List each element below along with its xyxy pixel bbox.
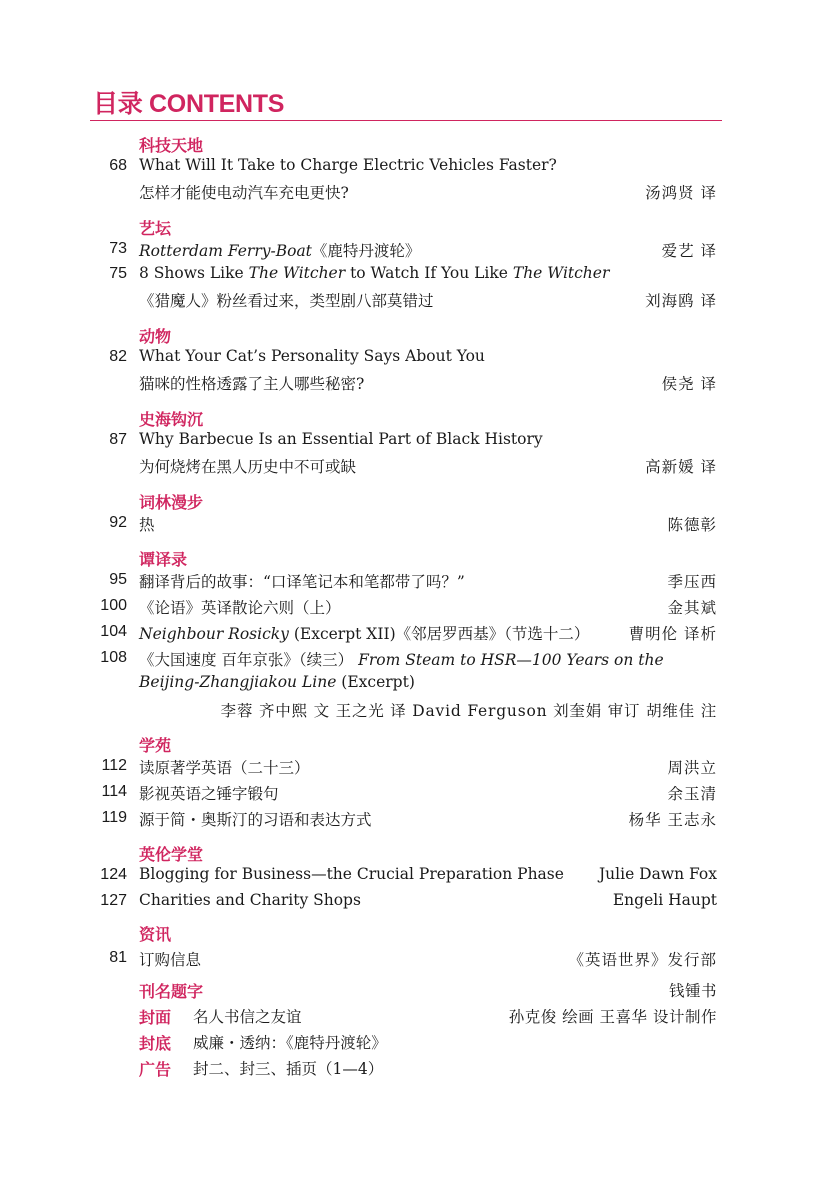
entry-credit: 汤鸿贤 译 (645, 184, 717, 202)
ad-label: 广告 (139, 1062, 172, 1079)
back-cover-label: 封底 (139, 1036, 172, 1053)
toc-entry[interactable] (95, 264, 717, 286)
back-cover-text: 威廉・透纳：《鹿特丹渡轮》 (193, 1034, 387, 1052)
entry-title: 热 (139, 516, 155, 534)
toc-entry[interactable] (95, 156, 717, 178)
entry-title-cn: 《鹿特丹渡轮》 (311, 242, 421, 260)
entry-title: 读原著学英语（二十三） (139, 759, 310, 777)
toc-entry[interactable] (95, 648, 717, 670)
toc-entry[interactable] (95, 948, 717, 970)
page-number: 81 (109, 949, 127, 966)
title-part: 8 Shows Like (139, 264, 249, 282)
section-title: 英伦学堂 (139, 847, 204, 864)
entry-title: 影视英语之锤字锻句 (139, 785, 279, 803)
entry-title-cn: 猫咪的性格透露了主人哪些秘密? (139, 375, 365, 393)
toc-entry-line2 (95, 181, 717, 203)
entry-credit: 刘海鸥 译 (645, 292, 717, 310)
entry-title-cn: 为何烧烤在黑人历史中不可或缺 (139, 458, 357, 476)
page-number: 75 (109, 265, 127, 282)
section-title: 学苑 (139, 738, 172, 755)
entry-credit: 李蓉 齐中熙 文 王之光 译 David Ferguson 刘奎娟 审订 胡维佳 注 (220, 702, 717, 720)
toc-entry-line2 (95, 455, 717, 477)
toc-entry[interactable] (95, 782, 717, 804)
page-number: 73 (109, 240, 127, 257)
page-number: 112 (101, 757, 127, 774)
toc-entry-line2 (95, 372, 717, 394)
page-number: 92 (109, 514, 127, 531)
entry-title-cn: 《大国速度 百年京张》（续三） (139, 651, 354, 669)
entry-title: What Will It Take to Charge Electric Vehicles Faster? (139, 156, 557, 174)
entry-credit: 曹明伦 译析 (628, 625, 717, 643)
title-part-italic: The Witcher (248, 264, 346, 282)
title-part: to Watch If You Like (345, 264, 513, 282)
heading-divider (90, 120, 722, 121)
entry-title-rest: (Excerpt) (336, 673, 415, 691)
toc-entry[interactable] (95, 347, 717, 369)
section-title: 谭译录 (139, 552, 188, 569)
entry-title (139, 622, 589, 644)
page-number: 124 (100, 866, 127, 883)
entry-title (139, 264, 609, 282)
page-number: 108 (100, 649, 127, 666)
page-number: 82 (109, 348, 127, 365)
page-number: 100 (100, 597, 127, 614)
toc-entry[interactable] (95, 239, 717, 261)
entry-credit: 金其斌 (667, 599, 717, 617)
entry-credit: 季压西 (667, 573, 717, 591)
entry-title: What Your Cat’s Personality Says About You (139, 347, 485, 365)
entry-credit: 余玉清 (667, 785, 717, 803)
entry-credit: 侯尧 译 (661, 375, 717, 393)
entry-title-italic: Neighbour Rosicky (139, 625, 289, 643)
page-number: 114 (101, 783, 127, 800)
entry-title: Why Barbecue Is an Essential Part of Black History (139, 430, 543, 448)
toc-entry-line2 (95, 289, 717, 311)
entry-title (139, 648, 664, 670)
toc-entry[interactable] (95, 430, 717, 452)
section-title: 艺坛 (139, 221, 172, 238)
section-title: 动物 (139, 329, 172, 346)
entry-credit: Julie Dawn Fox (598, 865, 717, 883)
entry-title: 翻译背后的故事：“口译笔记本和笔都带了吗？” (139, 573, 465, 591)
entry-credit: 杨华 王志永 (628, 811, 717, 829)
cover-label: 封面 (139, 1010, 172, 1027)
section-title: 史海钩沉 (139, 412, 204, 429)
entry-title-italic: Rotterdam Ferry-Boat (139, 242, 312, 260)
entry-title: Blogging for Business—the Crucial Preparation Phase (139, 865, 564, 883)
entry-credit: 周洪立 (667, 759, 717, 777)
toc-entry[interactable] (95, 596, 717, 618)
entry-title: 源于简・奥斯汀的习语和表达方式 (139, 811, 372, 829)
entry-title: 《论语》英译散论六则（上） (139, 599, 341, 617)
ad-text: 封二、封三、插页（1—4） (193, 1060, 384, 1078)
page-number: 87 (109, 431, 127, 448)
entry-title-italic: From Steam to HSR—100 Years on the (358, 651, 664, 669)
entry-title-cn: 怎样才能使电动汽车充电更快? (139, 184, 349, 202)
section-title: 词林漫步 (139, 495, 204, 512)
page-number: 95 (109, 571, 127, 588)
contents-heading: 目录 CONTENTS (93, 90, 285, 118)
toc-entry[interactable] (95, 622, 717, 644)
page-number: 127 (100, 892, 127, 909)
cover-credit: 孙克俊 绘画 王喜华 设计制作 (508, 1008, 717, 1026)
section-title: 科技天地 (139, 138, 204, 155)
page-number: 119 (101, 809, 127, 826)
entry-title-rest: (Excerpt XII)《邻居罗西基》（节选十二） (288, 625, 590, 643)
toc-entry[interactable] (95, 808, 717, 830)
entry-credit: 高新媛 译 (645, 458, 717, 476)
toc-entry[interactable] (95, 865, 717, 887)
page-number: 104 (100, 623, 127, 640)
entry-credit: Engeli Haupt (612, 891, 717, 909)
toc-entry[interactable] (95, 570, 717, 592)
entry-title: Charities and Charity Shops (139, 891, 361, 909)
cover-text: 名人书信之友谊 (193, 1008, 302, 1026)
entry-credit: 陈德彰 (667, 516, 717, 534)
title-part-italic: The Witcher (512, 264, 610, 282)
toc-entry[interactable] (95, 513, 717, 535)
toc-entry[interactable] (95, 891, 717, 913)
entry-title-cn: 《猎魔人》粉丝看过来，类型剧八部莫错过 (139, 292, 434, 310)
entry-title (139, 239, 420, 261)
masthead-credit: 钱锺书 (668, 982, 717, 1000)
entry-title: 订购信息 (139, 951, 202, 969)
toc-entry[interactable] (95, 756, 717, 778)
entry-credit: 爱艺 译 (661, 242, 717, 260)
page-number: 68 (109, 157, 127, 174)
section-title: 资讯 (139, 927, 172, 944)
entry-credit: 《英语世界》发行部 (568, 951, 717, 969)
masthead-label: 刊名题字 (139, 984, 204, 1001)
entry-title-line2 (139, 673, 415, 691)
entry-title-italic: Beijing-Zhangjiakou Line (139, 673, 337, 691)
